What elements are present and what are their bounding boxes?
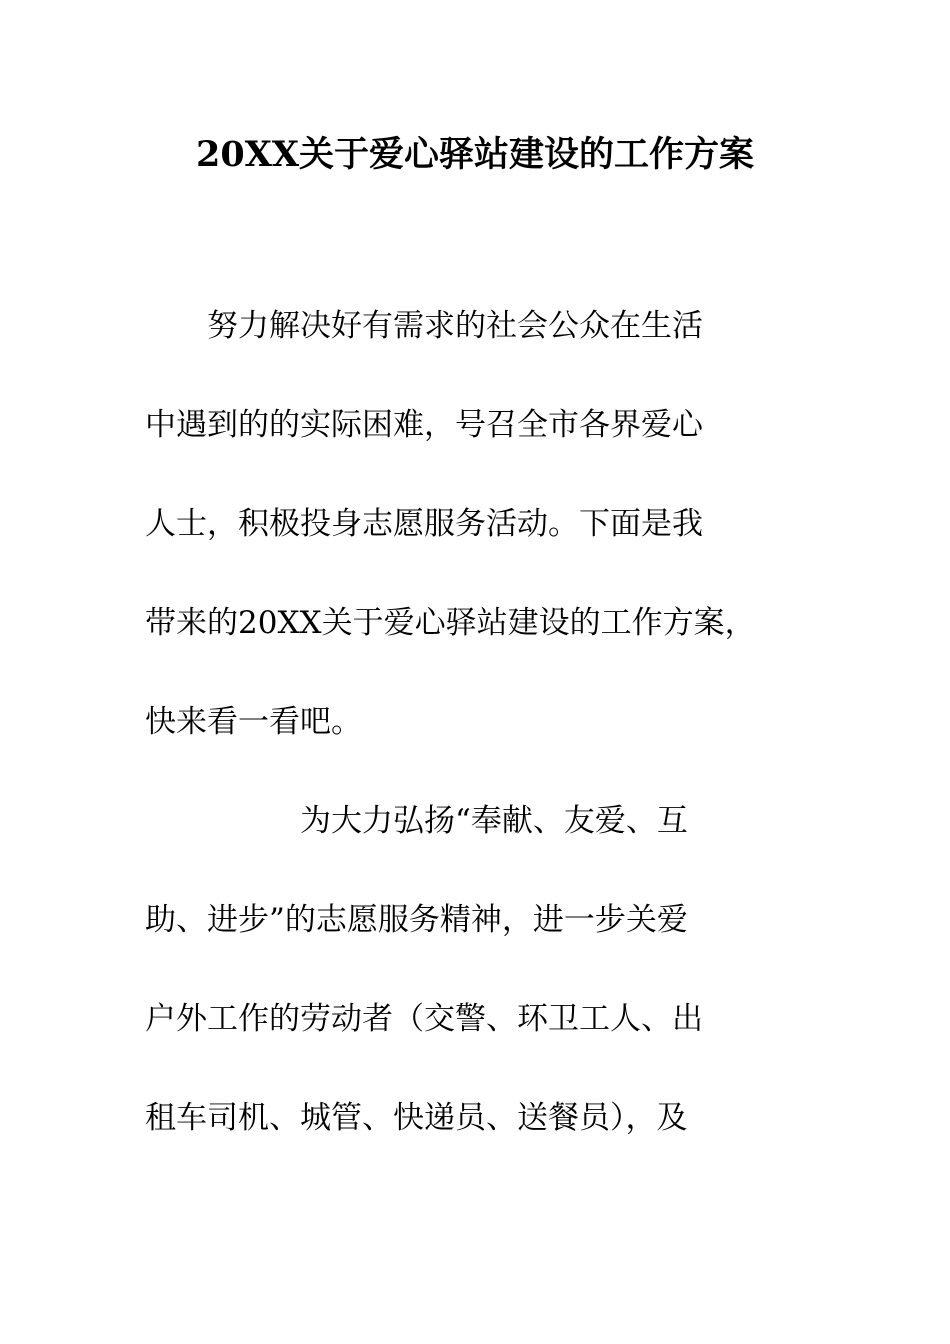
paragraph-line: 中遇到的的实际困难，号召全市各界爱心 [145,407,703,443]
paragraph-line: 租车司机、城管、快递员、送餐员），及 [145,1100,688,1136]
paragraph-line: 人士，积极投身志愿服务活动。下面是我 [145,506,703,542]
paragraph-line: 快来看一看吧。 [145,704,362,740]
paragraph-line: 带来的20XX关于爱心驿站建设的工作方案， [145,605,756,641]
paragraph-line: 努力解决好有需求的社会公众在生活 [145,308,703,344]
paragraph-line: 户外工作的劳动者（交警、环卫工人、出 [145,1001,703,1037]
paragraph-line: 为大力弘扬“奉献、友爱、互 [145,803,688,839]
paragraph-line: 助、进步”的志愿服务精神，进一步关爱 [145,902,688,938]
document-title: 20XX关于爱心驿站建设的工作方案 [195,134,755,175]
